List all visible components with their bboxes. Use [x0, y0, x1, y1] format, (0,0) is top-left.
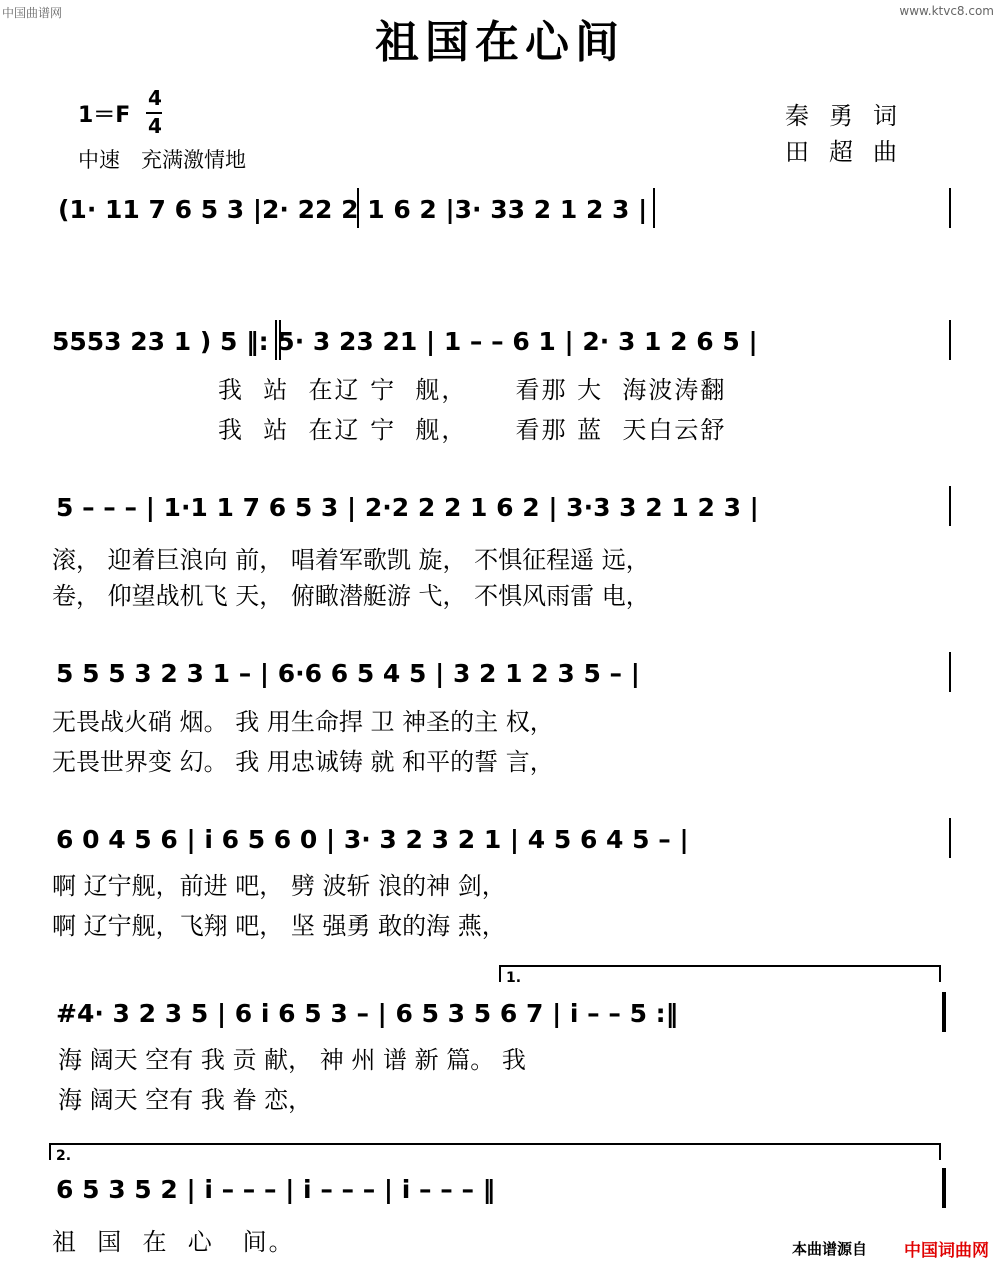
score-line-2: 5553 23 1 ) 5 ‖: 5· 3 23 21 | 1 – – 6 1 | 2· 3 1 2 6 5 |: [52, 327, 758, 356]
score-staff: [0, 170, 1000, 1230]
score-line-7: 6 5 3 5 2 | i – – – | i – – – | i – – – ‖: [56, 1175, 496, 1204]
volta-label-2: 2.: [56, 1148, 72, 1164]
lyrics-line: 我 站 在辽 宁 舰， 看那 大 海波涛翻: [218, 376, 727, 404]
system-3: [56, 486, 950, 526]
tempo-marking: 中速 充满激情地: [78, 148, 246, 172]
lyrics-line: 滚， 迎着巨浪向 前， 唱着军歌凯 旋， 不惧征程遥 远，: [52, 546, 650, 574]
lyrics-line: 卷， 仰望战机飞 天， 俯瞰潜艇游 弋， 不惧风雨雷 电，: [52, 582, 650, 610]
lyrics-line: 无畏战火硝 烟。 我 用生命捍 卫 神圣的主 权，: [52, 708, 554, 736]
source-site-link[interactable]: 中国词曲网: [904, 1241, 989, 1261]
time-signature-top: 4: [148, 86, 162, 110]
lyrics-line: 祖 国 在 心 间。: [52, 1228, 295, 1256]
composer: 田超曲: [785, 138, 917, 166]
lyrics-line: 我 站 在辽 宁 舰， 看那 蓝 天白云舒: [218, 416, 727, 444]
volta-label-1: 1.: [506, 970, 522, 986]
system-6: [56, 966, 944, 1032]
lyrics-line: 无畏世界变 幻。 我 用忠诚铸 就 和平的誓 言，: [52, 748, 554, 776]
system-1: [58, 188, 950, 228]
page-title: 祖国在心间: [375, 17, 625, 68]
score-line-6: #4· 3 2 3 5 | 6 i 6 5 3 – | 6 5 3 5 6 7 | i – – 5 :‖: [56, 999, 679, 1028]
time-signature-bottom: 4: [148, 114, 162, 138]
lyrics-line: 海 阔天 空有 我 眷 恋，: [58, 1086, 313, 1114]
watermark-right: www.ktvc8.com: [899, 4, 994, 18]
system-2: [52, 320, 950, 360]
key-signature: 1＝F: [78, 103, 131, 128]
lyrics-line: 啊 辽宁舰，前进 吧， 劈 波斩 浪的神 剑，: [52, 872, 506, 900]
lyrics-line: 啊 辽宁舰，飞翔 吧， 坚 强勇 敢的海 燕，: [52, 912, 506, 940]
watermark-left: 中国曲谱网: [2, 6, 63, 20]
lyrics-line: 海 阔天 空有 我 贡 献， 神 州 谱 新 篇。 我: [58, 1046, 526, 1074]
volta-bracket-1: [500, 966, 940, 982]
system-5: [56, 818, 950, 858]
score-line-3: 5 – – – | 1·1 1 7 6 5 3 | 2·2 2 2 1 6 2 | 3·3 3 2 1 2 3 |: [56, 493, 759, 522]
score-line-5: 6 0 4 5 6 | i 6 5 6 0 | 3· 3 2 3 2 1 | 4 5 6 4 5 – |: [56, 825, 689, 854]
score-line-4: 5 5 5 3 2 3 1 – | 6·6 6 5 4 5 | 3 2 1 2 3 5 – |: [56, 659, 640, 688]
system-7: [50, 1144, 944, 1208]
score-line-1: (1· 11 7 6 5 3 |2· 22 2 1 6 2 |3· 33 2 1 2 3 |: [58, 195, 648, 224]
system-4: [56, 652, 950, 692]
source-label: 本曲谱源自: [792, 1240, 868, 1258]
lyricist: 秦勇词: [785, 102, 917, 130]
volta-bracket-2: [50, 1144, 940, 1160]
